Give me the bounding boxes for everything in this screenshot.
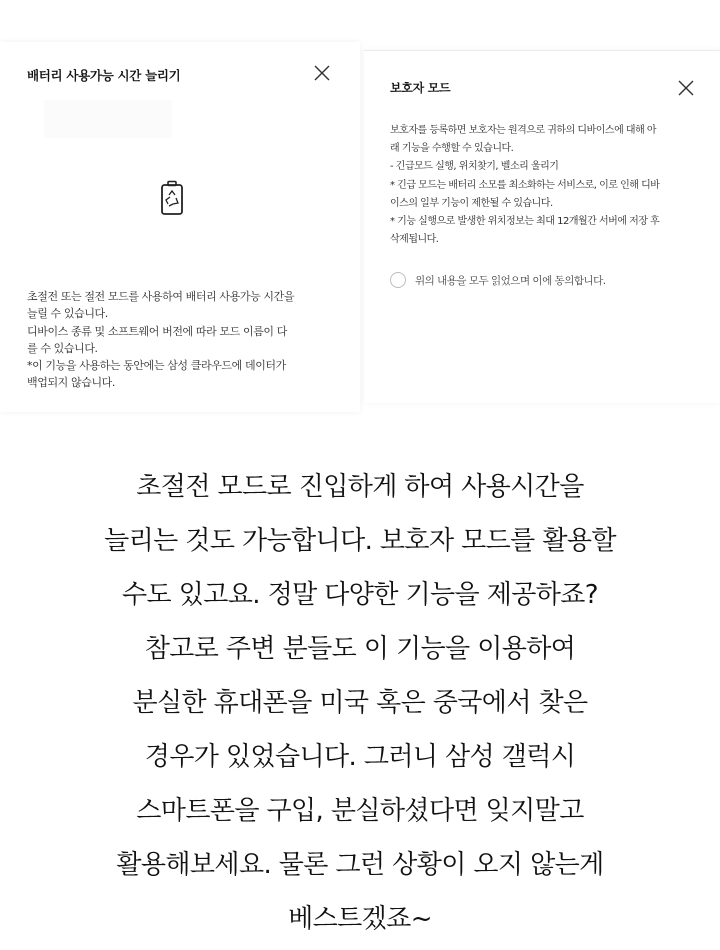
battery-body-paragraph: 초절전 또는 절전 모드를 사용하여 배터리 사용가능 시간을 늘릴 수 있습니다.	[27, 290, 295, 321]
caption-line: 분실한 휴대폰을 미국 혹은 중국에서 찾은	[132, 688, 588, 718]
caption-line: 늘리는 것도 가능합니다. 보호자 모드를 활용할	[104, 526, 616, 556]
consent-option[interactable]	[390, 269, 606, 291]
guardian-dialog-title: 보호자 모드	[390, 81, 451, 95]
guardian-body-paragraph: * 기능 실행으로 발생한 위치정보는 최대 12개월간 서버에 저장 후 삭제됩니다.	[390, 216, 660, 246]
guardian-body-paragraph: * 긴급 모드는 배터리 소모를 최소화하는 서비스로, 이로 인해 디바 이스의 일부 기능이 제한될 수 있습니다.	[390, 179, 660, 209]
caption-text	[0, 460, 720, 946]
guardian-mode-dialog	[364, 50, 720, 403]
close-icon[interactable]	[675, 77, 697, 99]
guardian-body-paragraph: 보호자를 등록하면 보호자는 원격으로 귀하의 디바이스에 대해 아 래 기능을 수행할 수 있습니다.	[390, 125, 657, 155]
battery-dialog	[0, 42, 360, 412]
consent-radio[interactable]	[390, 272, 406, 288]
battery-body-paragraph: 디바이스 종류 및 소프트웨어 버전에 따라 모드 이름이 다 를 수 있습니다.	[27, 324, 287, 355]
battery-dialog-title: 배터리 사용가능 시간 늘리기	[27, 68, 181, 83]
caption-line: 경우가 있었습니다. 그러니 삼성 갤럭시	[144, 742, 576, 772]
caption-line: 활용해보세요. 물론 그런 상황이 오지 않는게	[116, 850, 604, 880]
caption-line: 수도 있고요. 정말 다양한 기능을 제공하죠?	[122, 580, 598, 610]
caption-line: 스마트폰을 구입, 분실하셨다면 잊지말고	[136, 796, 584, 826]
caption-line: 베스트겠죠~	[288, 904, 432, 934]
battery-dialog-body	[27, 288, 347, 392]
guardian-body-paragraph: - 긴급모드 실행, 위치찾기, 벨소리 울리기	[390, 161, 559, 173]
consent-label: 위의 내용을 모두 읽었으며 이에 동의합니다.	[415, 274, 606, 287]
battery-recycle-icon	[159, 180, 185, 216]
placeholder-area	[44, 100, 172, 138]
close-icon[interactable]	[311, 62, 333, 84]
battery-body-paragraph: *이 기능을 사용하는 동안에는 삼성 클라우드에 데이터가 백업되지 않습니다.	[27, 359, 286, 390]
caption-line: 참고로 주변 분들도 이 기능을 이용하여	[144, 634, 576, 664]
caption-line: 초절전 모드로 진입하게 하여 사용시간을	[136, 472, 584, 502]
guardian-dialog-body	[390, 122, 702, 249]
